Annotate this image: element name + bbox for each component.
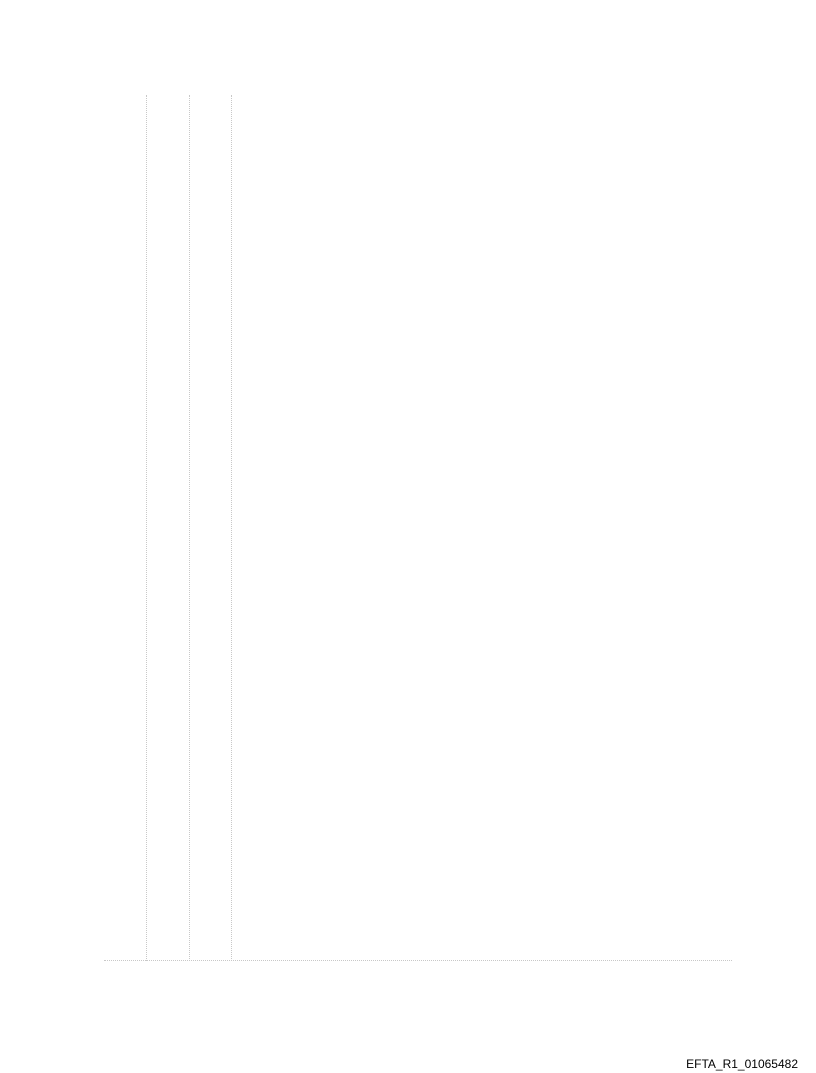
table-border-2 <box>189 95 190 961</box>
table-border-3 <box>231 95 232 961</box>
table-border-1 <box>146 95 147 961</box>
document-id: EFTA_R1_01065482 <box>686 1057 798 1071</box>
table-bottom-border <box>104 960 732 961</box>
